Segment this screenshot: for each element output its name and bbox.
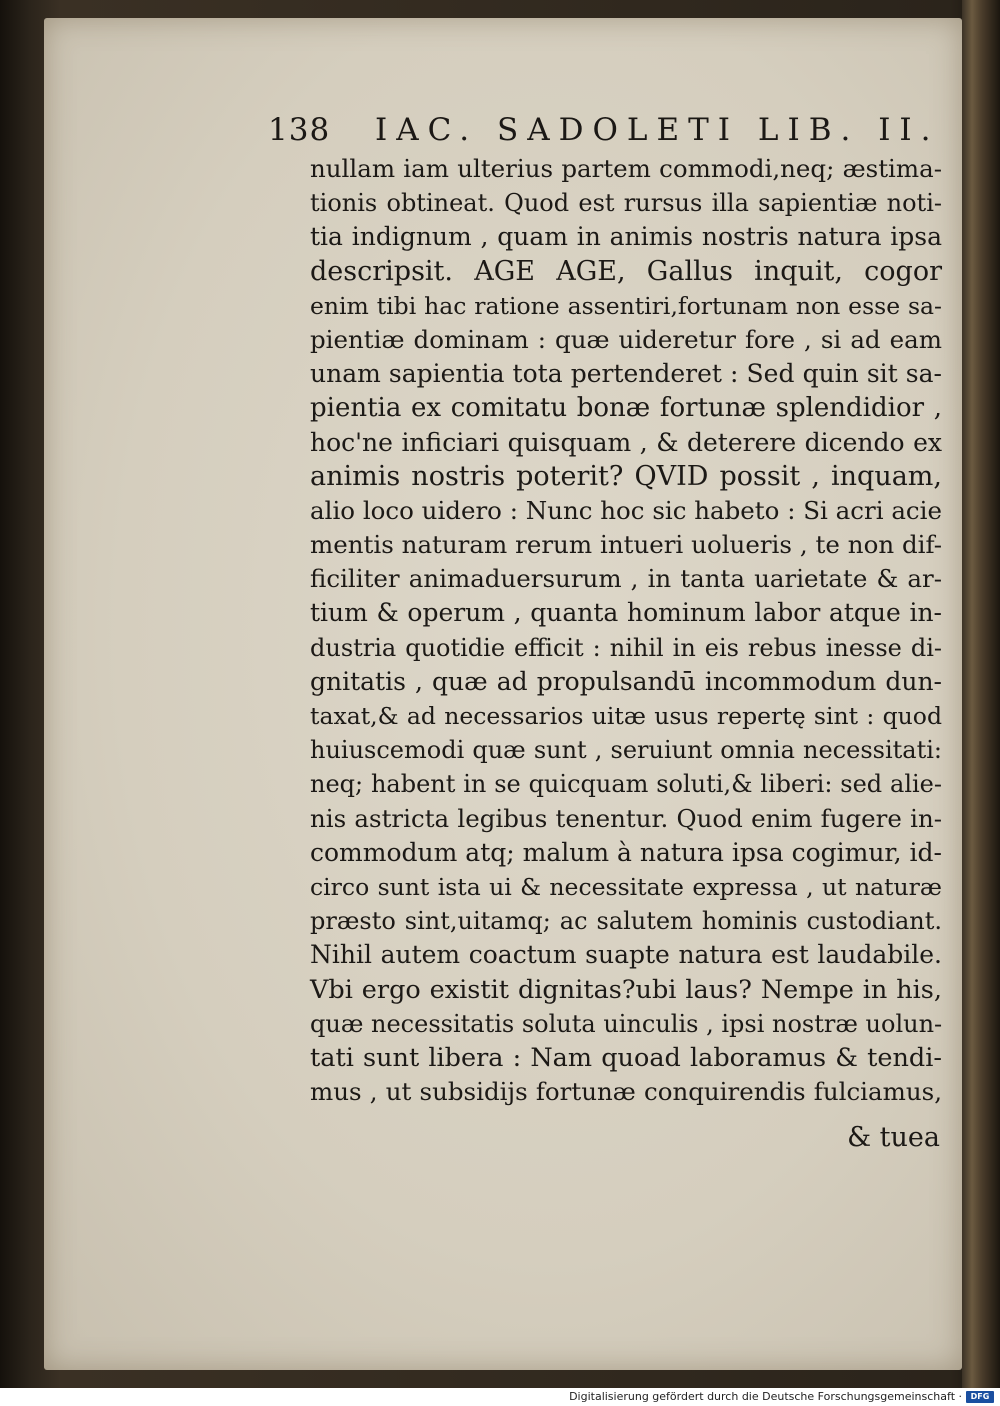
text-line: pientia ex comitatu bonæ fortunæ splendidior , [310, 393, 942, 424]
text-line: mus , ut subsidijs fortunæ conquirendis fulciamus, [310, 1077, 942, 1107]
dfg-logo: DFG [966, 1391, 994, 1403]
text-line: hoc'ne inficiari quisquam , & deterere dicendo ex [310, 427, 942, 457]
text-line: neq; habent in se quicquam soluti,& liberi: sed alie- [310, 770, 942, 799]
digitization-footer [0, 1388, 1000, 1406]
text-line: tati sunt libera : Nam quoad laboramus & tendi- [310, 1042, 942, 1073]
text-line: huiuscemodi quæ sunt , seruiunt omnia necessitati: [310, 736, 942, 765]
page-header [268, 112, 940, 152]
text-line: descripsit. AGE AGE, Gallus inquit, cogor [310, 255, 942, 287]
text-line: quæ necessitatis soluta uinculis , ipsi nostræ uolun- [310, 1009, 943, 1038]
text-line: taxat,& ad necessarios uitæ usus repertę sint : quod [310, 702, 942, 730]
text-line: mentis naturam rerum intueri uolueris , te non dif- [310, 530, 942, 560]
text-line: gnitatis , quæ ad propulsandū incommodum dun- [310, 666, 942, 696]
text-line: nullam iam ulterius partem commodi,neq; æstima- [310, 154, 942, 183]
text-line: alio loco uidero : Nunc hoc sic habeto : Si acri acie [310, 495, 942, 525]
text-line: tium & operum , quanta hominum labor atque in- [310, 598, 942, 628]
text-line: tionis obtineat. Quod est rursus illa sapientiæ noti- [310, 189, 942, 218]
text-line: animis nostris poterit? QVID possit , inquam, [310, 460, 942, 492]
body-text [310, 152, 942, 1109]
text-line: Nihil autem coactum suapte natura est laudabile. [310, 940, 942, 970]
funding-credit: Digitalisierung gefördert durch die Deutsche Forschungsgemeinschaft · [569, 1390, 962, 1403]
text-line: enim tibi hac ratione assentiri,fortunam non esse sa- [310, 291, 942, 320]
text-line: dustria quotidie efficit : nihil in eis rebus inesse di- [310, 633, 942, 662]
text-line: ficiliter animaduersurum , in tanta uarietate & ar- [310, 564, 942, 594]
page-number: 138 [268, 112, 331, 148]
text-line: circo sunt ista ui & necessitate expressa , ut naturæ [310, 872, 942, 901]
text-line: commodum atq; malum à natura ipsa cogimur, id- [310, 837, 942, 867]
text-line: pientiæ dominam : quæ uideretur fore , si ad eam [310, 324, 942, 354]
book-fore-edge [962, 0, 1000, 1388]
running-title: IAC. SADOLETI LIB. II. [375, 112, 940, 148]
catchword: & tuea [847, 1122, 940, 1153]
text-line: Vbi ergo existit dignitas?ubi laus? Nempe in his, [310, 974, 942, 1005]
text-line: tia indignum , quam in animis nostris natura ipsa [310, 222, 942, 252]
text-line: præsto sint,uitamq; ac salutem hominis custodiant. [310, 907, 942, 936]
text-line: nis astricta legibus tenentur. Quod enim fugere in- [310, 803, 942, 833]
text-line: unam sapientia tota pertenderet : Sed quin sit sa- [310, 359, 942, 389]
